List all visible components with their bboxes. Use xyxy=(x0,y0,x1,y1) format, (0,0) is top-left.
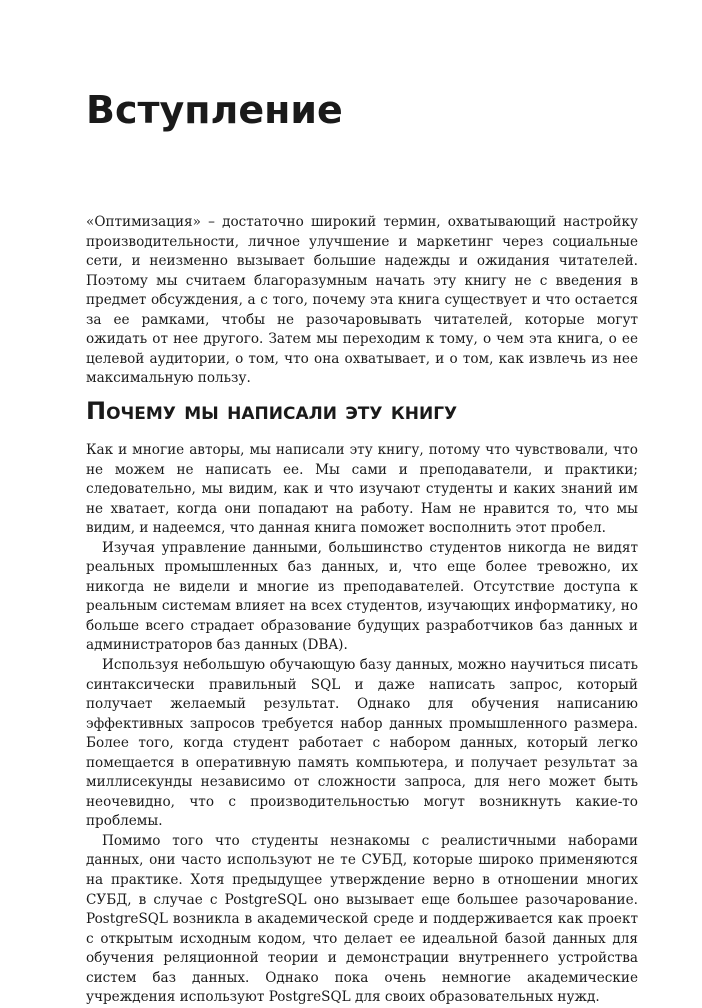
body-paragraph: Помимо того что студенты незнакомы с реалистичными наборами данных, они часто используют не те СУБД, которые широко применяются на практике. Хотя предыдущее утверждение верно в отношении многих СУБД, в случае с PostgreSQL оно вызывает еще большее разочарование. PostgreSQL возникла в академической среде и поддерживается как проект с открытым исходным кодом, что делает ее идеальной базой данных для обучения реляционной теории и демонстрации внутреннего устройства систем баз данных. Однако пока очень немногие академические учреждения используют PostgreSQL для своих образовательных нужд. xyxy=(86,832,638,1006)
chapter-title: Вступление xyxy=(86,88,343,132)
body-paragraph: Изучая управление данными, большинство студентов никогда не видят реальных промышленных баз данных, и, что еще более тревожно, их никогда не видели и многие из преподавателей. Отсутствие доступа к реальным системам влияет на всех студентов, изучающих информатику, но больше всего страдает образование будущих разработчиков баз данных и администраторов баз данных (DBA). xyxy=(86,539,638,654)
body-paragraph: Используя небольшую обучающую базу данных, можно научиться писать синтаксически правильный SQL и даже написать запрос, который получает желаемый результат. Однако для обучения написанию эффективных запросов требуется набор данных промышленного размера. Более того, когда студент работает с набором данных, который легко помещается в оперативную память компьютера, и получает результат за миллисекунды независимо от сложности запроса, для него может быть неочевидно, что с производительностью могут возникнуть какие-то проблемы. xyxy=(86,657,638,830)
section-body xyxy=(86,441,638,1008)
section-title: Почему мы написали эту книгу xyxy=(86,397,458,425)
intro-paragraph: «Оптимизация» – достаточно широкий термин, охватывающий настройку производительности, личное улучшение и маркетинг через социальные сети, и неизменно вызывает большие надежды и ожидания читателей. Поэтому мы считаем благоразумным начать эту книгу не с введения в предмет обсуждения, а с того, почему эта книга существует и что остается за ее рамками, чтобы не разочаровывать читателей, которые могут ожидать от нее другого. Затем мы переходим к тому, о чем эта книга, о ее целевой аудитории, о том, что она охватывает, и о том, как извлечь из нее максимальную пользу. xyxy=(86,214,638,387)
body-paragraph: Как и многие авторы, мы написали эту книгу, потому что чувствовали, что не можем не написать ее. Мы сами и преподаватели, и практики; следовательно, мы видим, как и что изучают студенты и каких знаний им не хватает, когда они попадают на работу. Нам не нравится то, что мы видим, и надеемся, что данная книга поможет восполнить этот пробел. xyxy=(86,442,638,537)
